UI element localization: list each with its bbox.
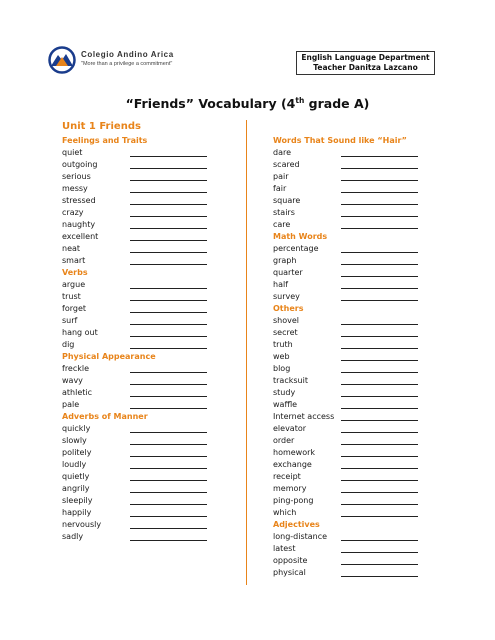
vocab-word: physical bbox=[273, 567, 306, 577]
page-title bbox=[0, 96, 495, 111]
section-heading: Verbs bbox=[62, 267, 88, 277]
answer-blank[interactable] bbox=[341, 564, 418, 565]
answer-blank[interactable] bbox=[341, 264, 418, 265]
answer-blank[interactable] bbox=[341, 420, 418, 421]
vocab-row bbox=[273, 422, 423, 434]
vocab-row bbox=[273, 146, 423, 158]
vocab-word: athletic bbox=[62, 387, 93, 397]
answer-blank[interactable] bbox=[341, 180, 418, 181]
answer-blank[interactable] bbox=[130, 408, 207, 409]
answer-blank[interactable] bbox=[341, 324, 418, 325]
department-box bbox=[296, 51, 435, 75]
vocab-row bbox=[62, 446, 212, 458]
vocab-row bbox=[62, 170, 212, 182]
vocab-word: memory bbox=[273, 483, 307, 493]
vocab-row bbox=[62, 218, 212, 230]
vocab-word: trust bbox=[62, 291, 81, 301]
vocab-row bbox=[62, 302, 212, 314]
vocab-row bbox=[62, 362, 212, 374]
answer-blank[interactable] bbox=[341, 348, 418, 349]
vocab-row bbox=[273, 266, 423, 278]
vocab-row bbox=[62, 206, 212, 218]
answer-blank[interactable] bbox=[341, 552, 418, 553]
vocab-row bbox=[62, 278, 212, 290]
answer-blank[interactable] bbox=[130, 432, 207, 433]
answer-blank[interactable] bbox=[130, 372, 207, 373]
answer-blank[interactable] bbox=[341, 372, 418, 373]
answer-blank[interactable] bbox=[130, 168, 207, 169]
vocab-word: neat bbox=[62, 243, 81, 253]
vocab-row bbox=[273, 398, 423, 410]
vocab-row bbox=[62, 374, 212, 386]
vocab-word: outgoing bbox=[62, 159, 98, 169]
vocab-row bbox=[273, 530, 423, 542]
vocab-row bbox=[62, 518, 212, 530]
answer-blank[interactable] bbox=[130, 528, 207, 529]
vocab-row bbox=[273, 542, 423, 554]
answer-blank[interactable] bbox=[341, 504, 418, 505]
vocab-word: square bbox=[273, 195, 301, 205]
answer-blank[interactable] bbox=[130, 252, 207, 253]
vocab-word: truth bbox=[273, 339, 293, 349]
section-heading: Feelings and Traits bbox=[62, 135, 148, 145]
school-header bbox=[81, 50, 174, 68]
answer-blank[interactable] bbox=[341, 444, 418, 445]
vocab-word: hang out bbox=[62, 327, 98, 337]
answer-blank[interactable] bbox=[130, 288, 207, 289]
section-heading: Math Words bbox=[273, 231, 328, 241]
answer-blank[interactable] bbox=[341, 432, 418, 433]
vocab-row bbox=[273, 326, 423, 338]
vocab-row bbox=[62, 146, 212, 158]
vocab-row bbox=[62, 290, 212, 302]
vocab-word: secret bbox=[273, 327, 298, 337]
answer-blank[interactable] bbox=[341, 216, 418, 217]
vocab-word: graph bbox=[273, 255, 297, 265]
answer-blank[interactable] bbox=[130, 336, 207, 337]
answer-blank[interactable] bbox=[341, 168, 418, 169]
answer-blank[interactable] bbox=[341, 384, 418, 385]
answer-blank[interactable] bbox=[130, 492, 207, 493]
vocab-row bbox=[273, 350, 423, 362]
answer-blank[interactable] bbox=[130, 204, 207, 205]
answer-blank[interactable] bbox=[130, 264, 207, 265]
answer-blank[interactable] bbox=[341, 300, 418, 301]
answer-blank[interactable] bbox=[341, 252, 418, 253]
answer-blank[interactable] bbox=[130, 324, 207, 325]
vocab-word: freckle bbox=[62, 363, 90, 373]
vocab-word: Internet access bbox=[273, 411, 335, 421]
vocab-word: dig bbox=[62, 339, 75, 349]
answer-blank[interactable] bbox=[130, 540, 207, 541]
vocab-row bbox=[273, 374, 423, 386]
vocab-word: pair bbox=[273, 171, 289, 181]
school-name: Colegio Andino Arica bbox=[81, 50, 174, 59]
vocab-row bbox=[62, 230, 212, 242]
answer-blank[interactable] bbox=[341, 468, 418, 469]
vocab-word: sadly bbox=[62, 531, 84, 541]
right-column bbox=[273, 134, 423, 578]
section-heading: Words That Sound like “Hair” bbox=[273, 135, 407, 145]
answer-blank[interactable] bbox=[341, 576, 418, 577]
vocab-row bbox=[273, 482, 423, 494]
vocab-word: wavy bbox=[62, 375, 83, 385]
answer-blank[interactable] bbox=[341, 288, 418, 289]
vocab-row bbox=[62, 314, 212, 326]
answer-blank[interactable] bbox=[341, 408, 418, 409]
left-column bbox=[62, 134, 212, 542]
vocab-word: quiet bbox=[62, 147, 83, 157]
vocab-word: serious bbox=[62, 171, 91, 181]
title-suffix: grade A) bbox=[304, 96, 370, 112]
column-divider bbox=[246, 120, 247, 585]
answer-blank[interactable] bbox=[130, 468, 207, 469]
vocab-row bbox=[273, 470, 423, 482]
school-motto: "More than a privilege a commitment" bbox=[81, 61, 173, 67]
vocab-word: percentage bbox=[273, 243, 319, 253]
school-logo bbox=[47, 46, 77, 74]
vocab-row bbox=[273, 494, 423, 506]
answer-blank[interactable] bbox=[130, 384, 207, 385]
vocab-word: half bbox=[273, 279, 289, 289]
vocab-word: care bbox=[273, 219, 291, 229]
answer-blank[interactable] bbox=[341, 204, 418, 205]
vocab-word: sleepily bbox=[62, 495, 93, 505]
section-heading: Others bbox=[273, 303, 304, 313]
answer-blank[interactable] bbox=[130, 456, 207, 457]
answer-blank[interactable] bbox=[341, 228, 418, 229]
vocab-row bbox=[62, 434, 212, 446]
unit-heading: Unit 1 Friends bbox=[62, 121, 141, 132]
vocab-word: happily bbox=[62, 507, 92, 517]
vocab-word: homework bbox=[273, 447, 316, 457]
department-label: English Language Department bbox=[301, 53, 430, 62]
vocab-row bbox=[273, 242, 423, 254]
vocab-word: angrily bbox=[62, 483, 90, 493]
vocab-word: smart bbox=[62, 255, 86, 265]
vocab-word: shovel bbox=[273, 315, 300, 325]
answer-blank[interactable] bbox=[341, 360, 418, 361]
vocab-row bbox=[273, 386, 423, 398]
vocab-row bbox=[273, 506, 423, 518]
answer-blank[interactable] bbox=[341, 480, 418, 481]
vocab-row bbox=[62, 254, 212, 266]
section-heading: Physical Appearance bbox=[62, 351, 156, 361]
answer-blank[interactable] bbox=[341, 516, 418, 517]
vocab-word: dare bbox=[273, 147, 292, 157]
vocab-row bbox=[62, 326, 212, 338]
vocab-row bbox=[62, 242, 212, 254]
vocab-word: messy bbox=[62, 183, 88, 193]
answer-blank[interactable] bbox=[130, 396, 207, 397]
section-heading: Adverbs of Manner bbox=[62, 411, 148, 421]
vocab-word: fair bbox=[273, 183, 287, 193]
vocab-row bbox=[62, 494, 212, 506]
answer-blank[interactable] bbox=[130, 312, 207, 313]
vocab-row bbox=[62, 422, 212, 434]
vocab-row bbox=[273, 458, 423, 470]
vocab-word: slowly bbox=[62, 435, 87, 445]
vocab-row bbox=[62, 470, 212, 482]
answer-blank[interactable] bbox=[130, 504, 207, 505]
vocab-row bbox=[273, 254, 423, 266]
vocab-word: loudly bbox=[62, 459, 87, 469]
vocab-word: waffle bbox=[273, 399, 298, 409]
vocab-row bbox=[62, 194, 212, 206]
title-prefix: “Friends” Vocabulary (4 bbox=[125, 96, 296, 112]
vocab-word: crazy bbox=[62, 207, 84, 217]
answer-blank[interactable] bbox=[130, 516, 207, 517]
vocab-row bbox=[273, 218, 423, 230]
vocab-row bbox=[273, 278, 423, 290]
vocab-word: tracksuit bbox=[273, 375, 308, 385]
vocab-row bbox=[62, 158, 212, 170]
answer-blank[interactable] bbox=[341, 156, 418, 157]
answer-blank[interactable] bbox=[130, 156, 207, 157]
vocab-row bbox=[273, 446, 423, 458]
vocab-word: argue bbox=[62, 279, 86, 289]
vocab-row bbox=[273, 194, 423, 206]
vocab-word: web bbox=[273, 351, 290, 361]
vocab-word: ping-pong bbox=[273, 495, 314, 505]
vocab-word: quietly bbox=[62, 471, 90, 481]
answer-blank[interactable] bbox=[130, 348, 207, 349]
vocab-row bbox=[273, 410, 423, 422]
vocab-row bbox=[62, 506, 212, 518]
vocab-row bbox=[62, 458, 212, 470]
vocab-row bbox=[273, 182, 423, 194]
vocab-word: politely bbox=[62, 447, 92, 457]
answer-blank[interactable] bbox=[341, 492, 418, 493]
vocab-word: nervously bbox=[62, 519, 102, 529]
vocab-word: exchange bbox=[273, 459, 312, 469]
vocab-word: quickly bbox=[62, 423, 91, 433]
answer-blank[interactable] bbox=[341, 540, 418, 541]
vocab-row bbox=[62, 182, 212, 194]
vocab-word: blog bbox=[273, 363, 291, 373]
vocab-row bbox=[273, 362, 423, 374]
vocab-row bbox=[62, 398, 212, 410]
vocab-word: excellent bbox=[62, 231, 99, 241]
vocab-row bbox=[62, 530, 212, 542]
vocab-word: which bbox=[273, 507, 297, 517]
vocab-word: quarter bbox=[273, 267, 303, 277]
vocab-row bbox=[273, 206, 423, 218]
answer-blank[interactable] bbox=[341, 456, 418, 457]
answer-blank[interactable] bbox=[130, 480, 207, 481]
vocab-word: forget bbox=[62, 303, 86, 313]
vocab-row bbox=[62, 386, 212, 398]
answer-blank[interactable] bbox=[130, 228, 207, 229]
vocab-row bbox=[273, 566, 423, 578]
answer-blank[interactable] bbox=[130, 240, 207, 241]
answer-blank[interactable] bbox=[130, 444, 207, 445]
vocab-word: long-distance bbox=[273, 531, 328, 541]
teacher-label: Teacher Danitza Lazcano bbox=[313, 63, 418, 72]
answer-blank[interactable] bbox=[341, 192, 418, 193]
section-heading: Adjectives bbox=[273, 519, 320, 529]
vocab-row bbox=[273, 554, 423, 566]
vocab-row bbox=[273, 158, 423, 170]
vocab-word: study bbox=[273, 387, 296, 397]
vocab-row bbox=[273, 434, 423, 446]
vocab-row bbox=[273, 338, 423, 350]
vocab-word: elevator bbox=[273, 423, 307, 433]
vocab-row bbox=[273, 170, 423, 182]
title-superscript: th bbox=[295, 96, 305, 105]
answer-blank[interactable] bbox=[341, 336, 418, 337]
answer-blank[interactable] bbox=[341, 396, 418, 397]
vocab-word: receipt bbox=[273, 471, 301, 481]
vocab-row bbox=[62, 338, 212, 350]
answer-blank[interactable] bbox=[130, 180, 207, 181]
vocab-word: surf bbox=[62, 315, 78, 325]
vocab-word: stairs bbox=[273, 207, 295, 217]
vocab-row bbox=[273, 314, 423, 326]
vocab-row bbox=[273, 290, 423, 302]
vocab-word: order bbox=[273, 435, 295, 445]
answer-blank[interactable] bbox=[130, 300, 207, 301]
answer-blank[interactable] bbox=[130, 216, 207, 217]
answer-blank[interactable] bbox=[341, 276, 418, 277]
vocab-word: scared bbox=[273, 159, 300, 169]
vocab-word: survey bbox=[273, 291, 300, 301]
vocab-word: opposite bbox=[273, 555, 308, 565]
vocab-word: stressed bbox=[62, 195, 96, 205]
vocab-word: naughty bbox=[62, 219, 96, 229]
vocab-row bbox=[62, 482, 212, 494]
vocab-word: pale bbox=[62, 399, 80, 409]
answer-blank[interactable] bbox=[130, 192, 207, 193]
vocab-word: latest bbox=[273, 543, 296, 553]
